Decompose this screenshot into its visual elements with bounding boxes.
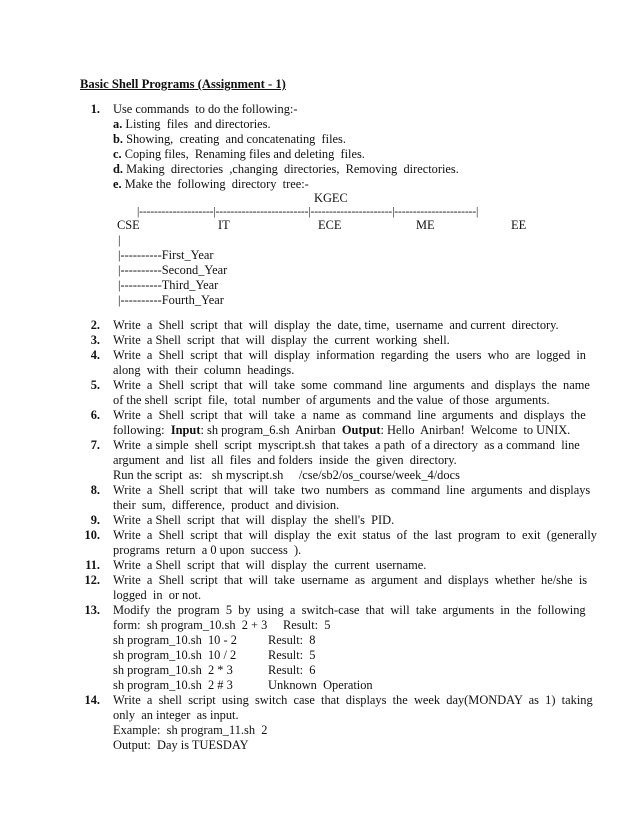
question-text: Write a Shell script that will display the date, time, username and current directory.	[113, 318, 559, 332]
question-number: 14.	[84, 693, 100, 707]
question-text-cont: Run the script as: sh myscript.sh /cse/sb2/os_course/week_4/docs	[113, 468, 460, 482]
sub-item-d	[113, 162, 459, 177]
question-text-cont: logged in or not.	[113, 588, 202, 602]
sub-text: Listing files and directories.	[122, 117, 271, 131]
question-text: Use commands to do the following:-	[113, 102, 298, 116]
example-result: Result: 6	[268, 663, 316, 677]
question-number: 11.	[85, 558, 100, 572]
tree-pipe: |	[118, 233, 121, 247]
question-text: Write a Shell script that will display the shell's PID.	[113, 513, 395, 527]
question-text-cont: programs return a 0 upon success ).	[113, 543, 302, 557]
question-text: Write a shell script using switch case that displays the week day(MONDAY as 1) taking	[113, 693, 593, 707]
sub-label: c.	[113, 147, 122, 161]
input-label: Input	[170, 423, 201, 437]
question-number: 9.	[90, 513, 100, 527]
text-span: following:	[113, 423, 171, 437]
example-result: Unknown Operation	[268, 678, 373, 692]
question-text-cont: Example: sh program_11.sh 2	[113, 723, 268, 737]
question-text-cont: only an integer as input.	[113, 708, 239, 722]
tree-branch-line: |--------------------|-------------------------|----------------------|----------------------|	[137, 205, 479, 218]
sub-label: d.	[113, 162, 123, 176]
question-text-cont: along with their column headings.	[113, 363, 295, 377]
question-text: Write a Shell script that will display the exit status of the last program to exit (generally	[113, 528, 598, 542]
example-cmd: sh program_10.sh 10 / 2	[113, 648, 237, 662]
sub-label: a.	[113, 117, 123, 131]
question-text-cont: Output: Day is TUESDAY	[113, 738, 249, 752]
sub-item-a	[113, 117, 271, 132]
example-result: Result: 5	[283, 618, 331, 632]
sub-label: e.	[113, 177, 122, 191]
example-result: Result: 5	[268, 648, 316, 662]
question-text: Write a Shell script that will display the current working shell.	[113, 333, 450, 347]
sub-item-b	[113, 132, 346, 147]
text-span: : Hello Anirban! Welcome to UNIX.	[380, 423, 571, 437]
question-text-cont: argument and list all files and folders inside the given directory.	[113, 453, 457, 467]
question-number: 4.	[90, 348, 100, 362]
question-number: 8.	[90, 483, 100, 497]
tree-col-it: IT	[218, 218, 230, 232]
question-text: Modify the program 5 by using a switch-case that will take arguments in the following	[113, 603, 586, 617]
question-text: Write a Shell script that will display the current username.	[113, 558, 427, 572]
tree-root: KGEC	[314, 191, 348, 205]
question-text: Write a Shell script that will take username as argument and displays whether he/she is	[113, 573, 588, 587]
sub-item-c	[113, 147, 365, 162]
question-number: 5.	[90, 378, 100, 392]
sub-text: Coping files, Renaming files and deleting files.	[121, 147, 365, 161]
question-number: 3.	[90, 333, 100, 347]
tree-col-cse: CSE	[117, 218, 140, 232]
question-text-cont: their sum, difference, product and division.	[113, 498, 340, 512]
example-cmd: form: sh program_10.sh 2 + 3	[113, 618, 268, 632]
question-text: Write a Shell script that will take a name as command line arguments and displays the	[113, 408, 586, 422]
question-text: Write a Shell script that will take some command line arguments and displays the name	[113, 378, 590, 392]
tree-year: |----------Fourth_Year	[118, 293, 224, 307]
example-cmd: sh program_10.sh 2 * 3	[113, 663, 233, 677]
question-number: 6.	[90, 408, 100, 422]
question-number: 7.	[90, 438, 100, 452]
text-span: : sh program_6.sh Anirban	[200, 423, 342, 437]
sub-label: b.	[113, 132, 123, 146]
question-text: Write a simple shell script myscript.sh that takes a path of a directory as a command line	[113, 438, 580, 452]
example-cmd: sh program_10.sh 10 - 2	[113, 633, 237, 647]
output-label: Output	[341, 423, 381, 437]
page-title: Basic Shell Programs (Assignment - 1)	[80, 77, 286, 91]
tree-year: |----------First_Year	[118, 248, 214, 262]
sub-text: Showing, creating and concatenating files.	[123, 132, 346, 146]
tree-col-ee: EE	[511, 218, 527, 232]
tree-year: |----------Third_Year	[118, 278, 219, 292]
question-number: 13.	[84, 603, 100, 617]
question-text: Write a Shell script that will take two numbers as command line arguments and displays	[113, 483, 591, 497]
question-number: 1.	[90, 102, 100, 116]
question-number: 2.	[90, 318, 100, 332]
example-cmd: sh program_10.sh 2 # 3	[113, 678, 233, 692]
question-text-cont	[113, 423, 570, 438]
question-number: 10.	[84, 528, 100, 542]
tree-col-me: ME	[416, 218, 435, 232]
tree-col-ece: ECE	[318, 218, 342, 232]
sub-text: Making directories ,changing directories, Removing directories.	[123, 162, 459, 176]
question-text: Write a Shell script that will display information regarding the users who are logged in	[113, 348, 586, 362]
sub-text: Make the following directory tree:-	[121, 177, 309, 191]
sub-item-e	[113, 177, 309, 192]
question-number: 12.	[84, 573, 100, 587]
question-text-cont: of the shell script file, total number of arguments and the value of those arguments.	[113, 393, 550, 407]
tree-year: |----------Second_Year	[118, 263, 228, 277]
example-result: Result: 8	[268, 633, 316, 647]
